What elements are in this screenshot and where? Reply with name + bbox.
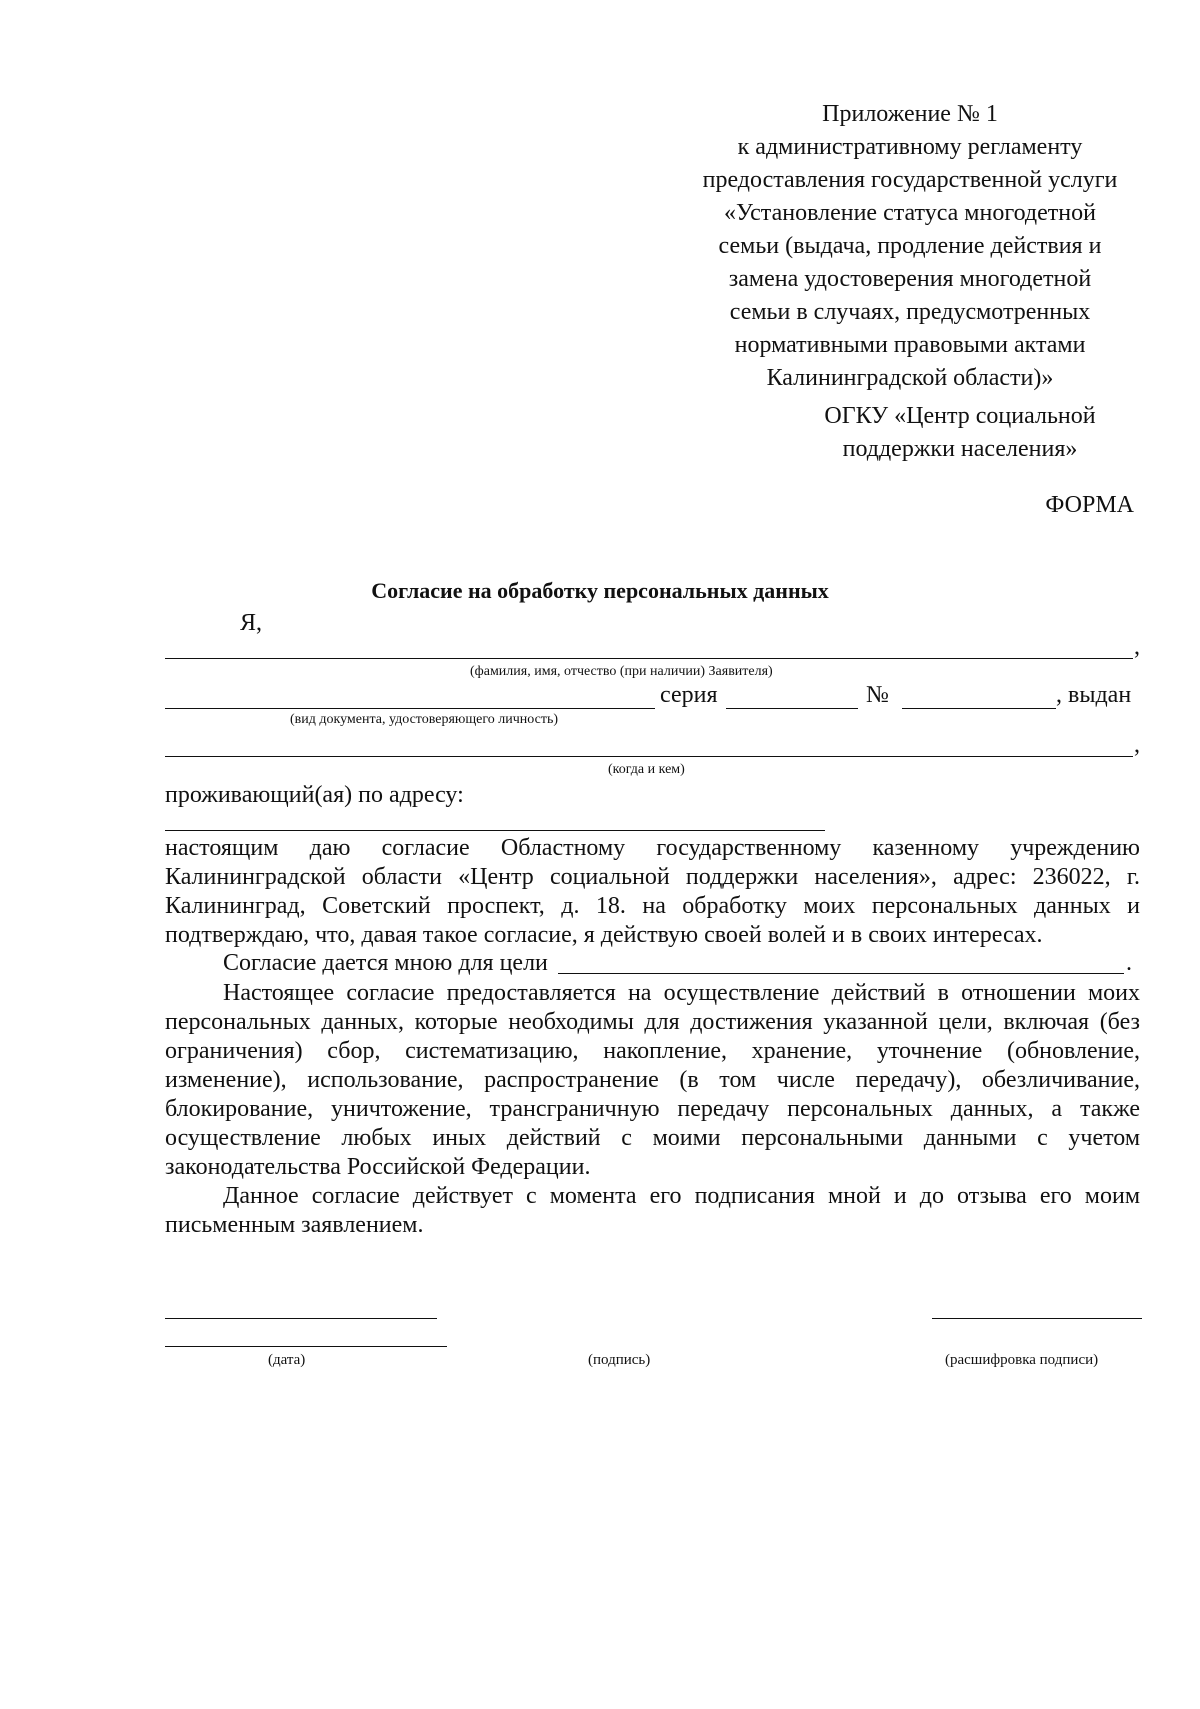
date-field-line[interactable] xyxy=(165,1346,447,1347)
consent-paragraph xyxy=(165,834,1140,950)
annex-line: «Установление статуса многодетной xyxy=(724,200,1096,226)
annex-line: семьи (выдача, продление действия и xyxy=(718,233,1102,259)
series-label: серия xyxy=(660,682,718,708)
document-caption: (вид документа, удостоверяющего личность) xyxy=(290,712,559,727)
annex-line: к административному регламенту xyxy=(737,134,1083,160)
purpose-label: Согласие дается мною для цели xyxy=(223,950,548,976)
validity-text: Данное согласие действует с момента его подписания мной и до отзыва его моим письменным заявлением. xyxy=(165,1183,1140,1238)
form-label: ФОРМА xyxy=(1045,492,1134,518)
consent-text: настоящим даю согласие Областному государственному казенному учреждению Калининградской области «Центр социальной поддержки населения», адрес: 236022, г. Калининград, Советский проспект, д. 18. на обработку моих персональных данных и подтверждаю, что, давая такое согласие, я действую своей волей и в своих интересах. xyxy=(165,835,1140,948)
purpose-end: . xyxy=(1126,950,1132,976)
annex-line: замена удостоверения многодетной xyxy=(728,266,1092,292)
annex-line: семьи в случаях, предусмотренных xyxy=(729,299,1091,325)
signature-decode-field-line[interactable] xyxy=(932,1318,1142,1319)
validity-paragraph xyxy=(165,1182,1140,1240)
purpose-field-line[interactable] xyxy=(558,973,1124,974)
recipient-line: поддержки населения» xyxy=(842,436,1078,462)
annex-line: Калининградской области)» xyxy=(766,365,1054,391)
fio-field-line[interactable] xyxy=(165,658,1133,659)
number-label: № xyxy=(866,682,889,708)
signature-caption: (подпись) xyxy=(588,1352,651,1368)
when-caption: (когда и кем) xyxy=(608,762,685,777)
address-field-line[interactable] xyxy=(165,830,825,831)
comma-2: , xyxy=(1134,732,1140,758)
document-type-field-line[interactable] xyxy=(165,708,655,709)
issued-label: , выдан xyxy=(1056,682,1132,708)
annex-line: нормативными правовыми актами xyxy=(734,332,1086,358)
scope-paragraph xyxy=(165,979,1140,1182)
recipient-org xyxy=(770,400,1150,466)
annex-header xyxy=(670,98,1150,395)
recipient-line: ОГКУ «Центр социальной xyxy=(824,403,1096,429)
address-label: проживающий(ая) по адресу: xyxy=(165,782,464,808)
series-field-line[interactable] xyxy=(726,708,858,709)
annex-line: предоставления государственной услуги xyxy=(702,167,1118,193)
scope-text: Настоящее согласие предоставляется на осуществление действий в отношении моих персональных данных, которые необходимы для достижения указанной цели, включая (без ограничения) сбор, систематизацию, накопление, хранение, уточнение (обновление, изменение), использование, распространение (в том числе передачу), обезличивание, блокирование, уничтожение, трансграничную передачу персональных данных, а также осуществление любых иных действий с моими персональными данными с учетом законодательства Российской Федерации. xyxy=(165,980,1140,1180)
document-title: Согласие на обработку персональных данных xyxy=(371,578,829,603)
comma-1: , xyxy=(1134,634,1140,660)
annex-line: Приложение № 1 xyxy=(822,101,998,127)
fio-caption: (фамилия, имя, отчество (при наличии) Заявителя) xyxy=(470,664,773,679)
issued-by-field-line[interactable] xyxy=(165,756,1133,757)
intro-pronoun: Я, xyxy=(240,610,263,636)
date-caption: (дата) xyxy=(268,1352,306,1368)
signature-decode-caption: (расшифровка подписи) xyxy=(945,1352,1099,1368)
date-upper-line xyxy=(165,1318,437,1319)
number-field-line[interactable] xyxy=(902,708,1056,709)
